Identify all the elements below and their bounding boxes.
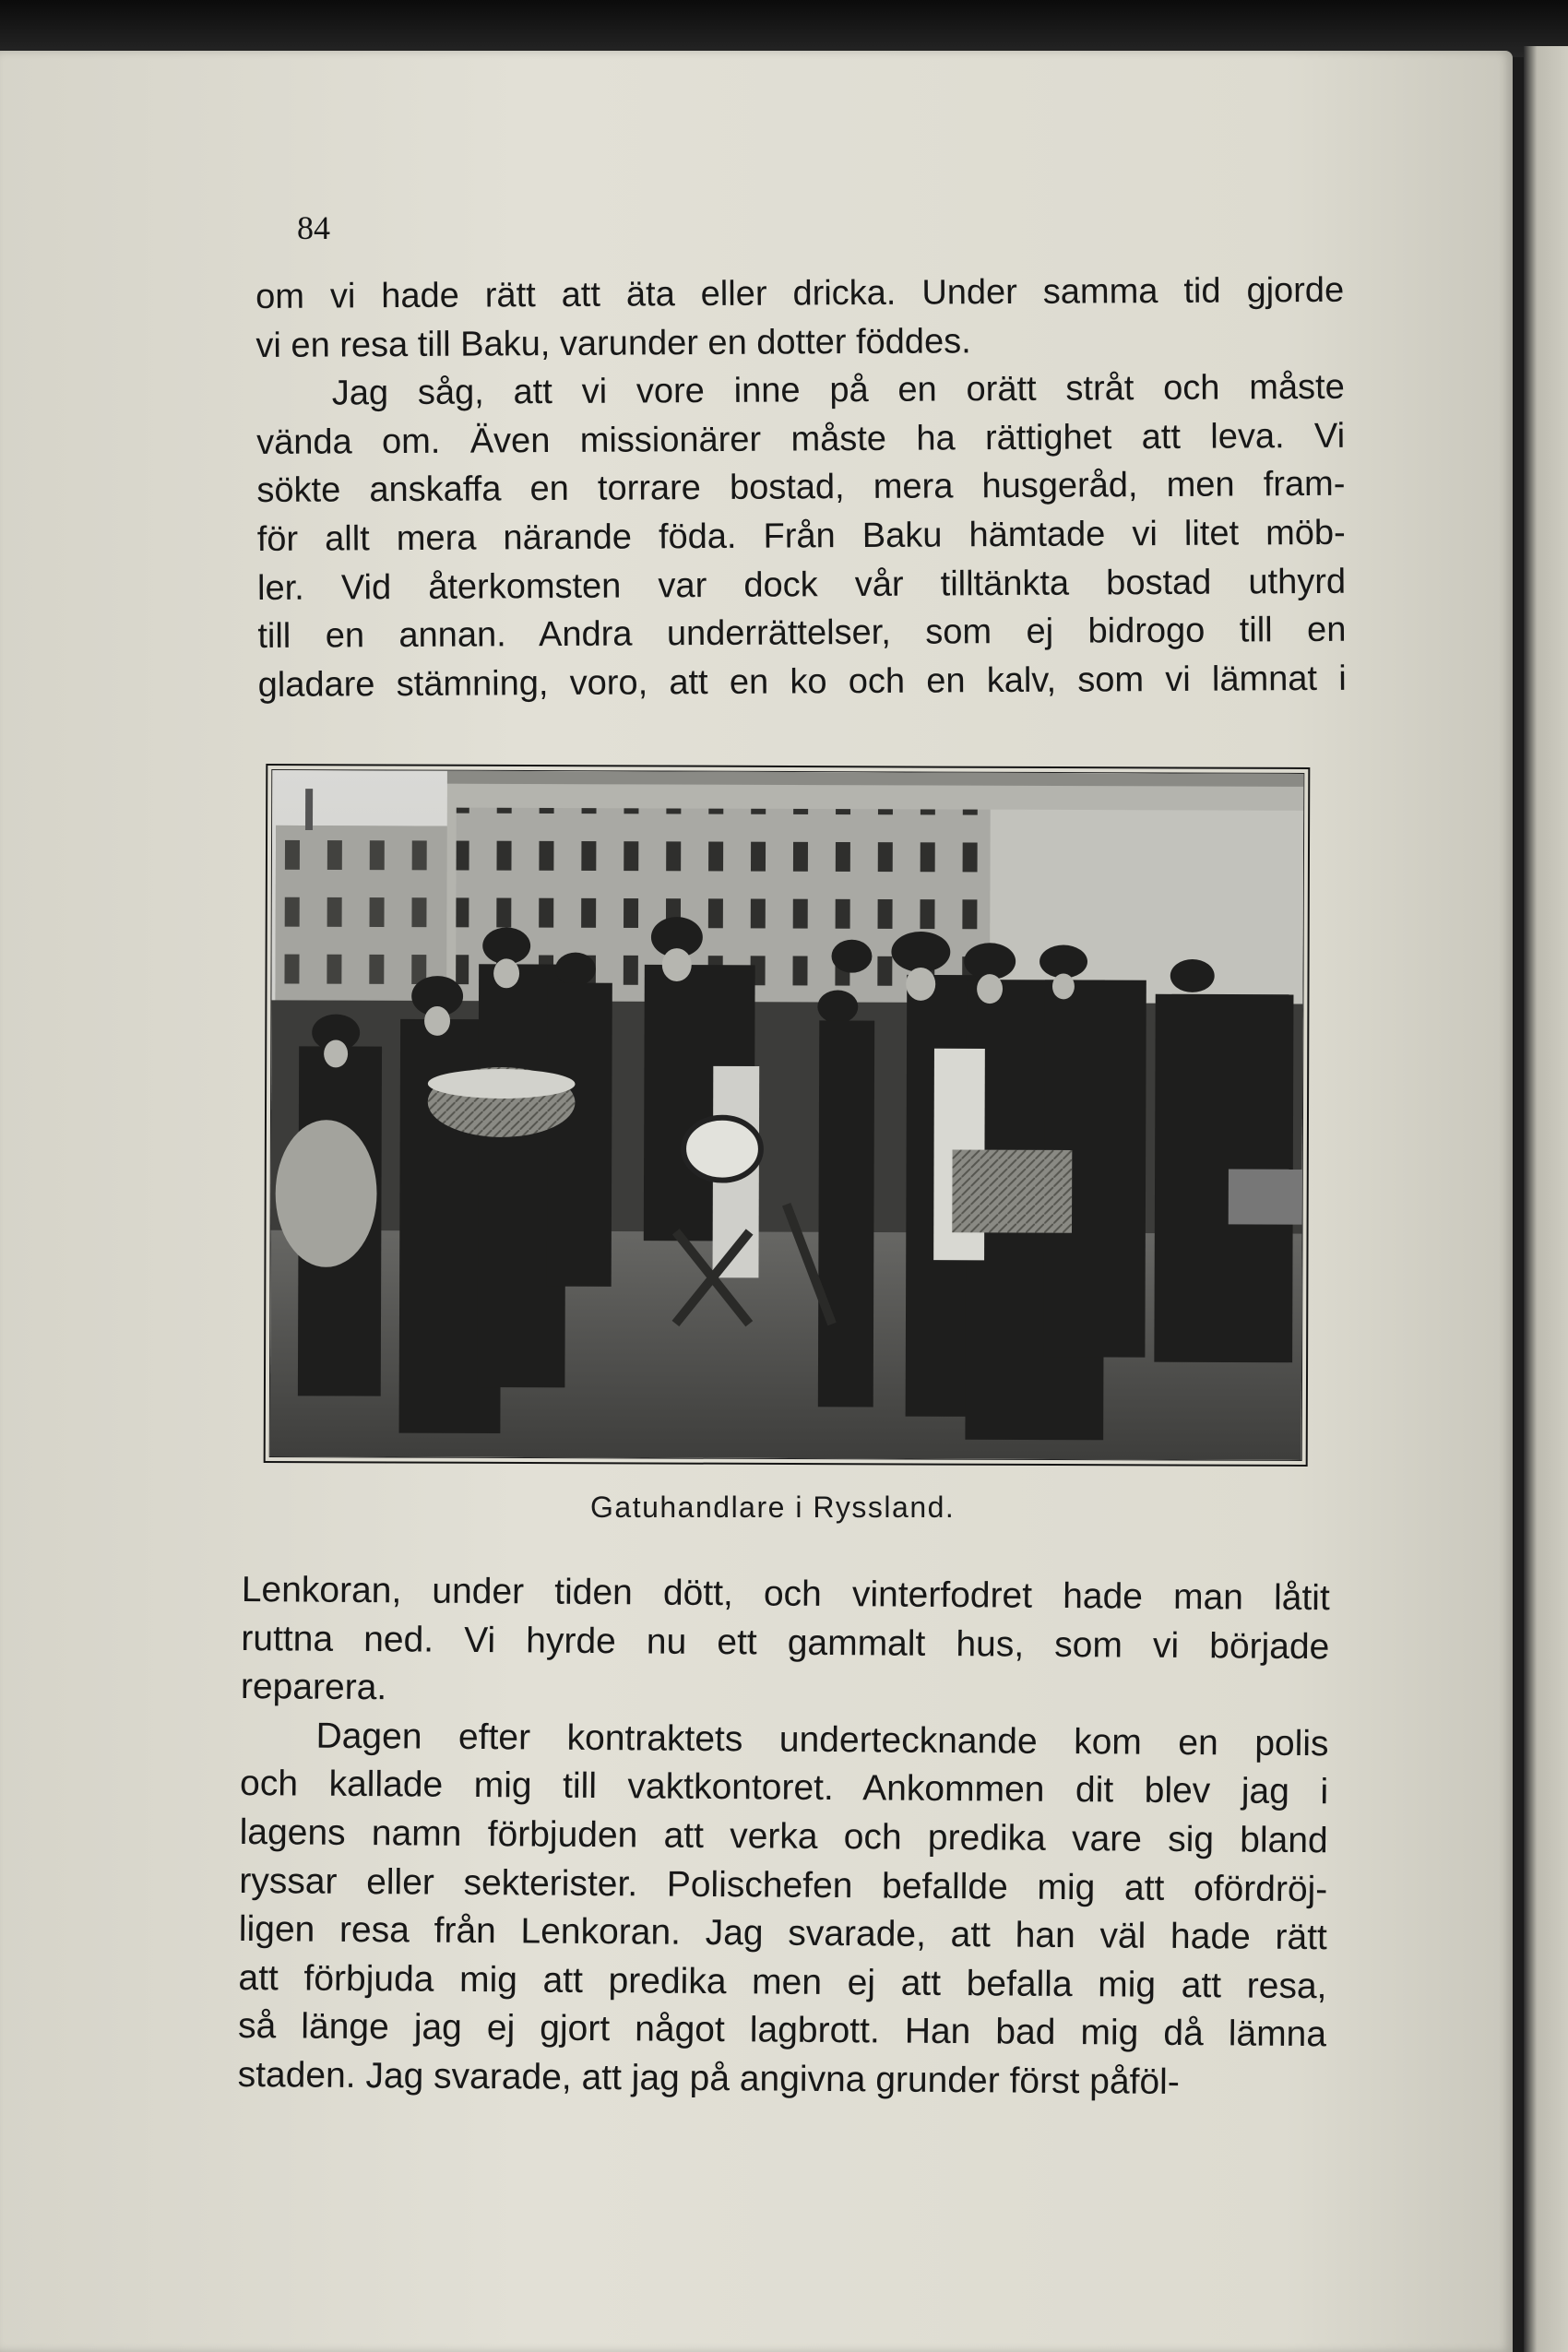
street-vendors-photo — [269, 769, 1305, 1461]
text-line: Dagen efter kontraktets undertecknande kom en polis — [315, 1716, 1329, 1764]
text-line: vi en resa till Baku, varunder en dotter föddes. — [255, 321, 971, 365]
text-line: och kallade mig till vaktkontoret. Ankommen dit blev jag i — [239, 1764, 1329, 1812]
text-line: så länge jag ej gjort något lagbrott. Han bad mig då lämna — [237, 2006, 1327, 2055]
text-line: sökte anskaffa en torrare bostad, mera husgeråd, men fram- — [256, 465, 1346, 511]
figure-caption: Gatuhandlare i Ryssland. — [590, 1491, 956, 1524]
text-line: ler. Vid återkomsten var dock vår tilltänkta bostad uthyrd — [256, 562, 1347, 608]
text-block-bottom — [237, 1566, 1330, 2108]
text-line: att förbjuda mig att predika men ej att befalla mig att resa, — [238, 1957, 1327, 2007]
text-line: om vi hade rätt att äta eller dricka. Under samma tid gjorde — [255, 270, 1345, 316]
paragraph — [256, 363, 1347, 709]
text-line: lagens namn förbjuden att verka och predika vare sig bland — [239, 1812, 1328, 1861]
page-number: 84 — [297, 209, 330, 246]
text-line: Lenkoran, under tiden dött, och vinterfodret hade man låtit — [241, 1569, 1330, 1619]
text-line: reparera. — [240, 1667, 387, 1708]
text-line: ruttna ned. Vi hyrde nu ett gammalt hus, som vi började — [241, 1618, 1330, 1667]
paragraph — [255, 267, 1345, 370]
text-line: ligen resa från Lenkoran. Jag svarade, att han väl hade rätt — [238, 1909, 1328, 1958]
text-line: ryssar eller sekterister. Polischefen befallde mig att ofördröj- — [239, 1860, 1328, 1909]
text-line: gladare stämning, voro, att en ko och en kalv, som vi lämnat i — [257, 659, 1347, 705]
text-line: till en annan. Andra underrättelser, som ej bidrogo till en — [257, 610, 1347, 657]
photo-frame — [264, 764, 1311, 1467]
paragraph — [237, 1712, 1328, 2108]
text-line: Jag såg, att vi vore inne på en orätt stråt och måste — [331, 367, 1345, 413]
text-block-top — [255, 267, 1347, 710]
text-line: för allt mera närande föda. Från Baku hämtade vi litet möb- — [256, 513, 1346, 559]
paragraph — [241, 1566, 1330, 1720]
text-line: staden. Jag svarade, att jag på angivna grunder först påföl- — [237, 2054, 1180, 2102]
text-line: vända om. Även missionärer måste ha rättighet att leva. Vi — [255, 416, 1346, 462]
scanner-top-edge — [0, 0, 1568, 57]
facing-page-edge — [1524, 46, 1568, 2352]
